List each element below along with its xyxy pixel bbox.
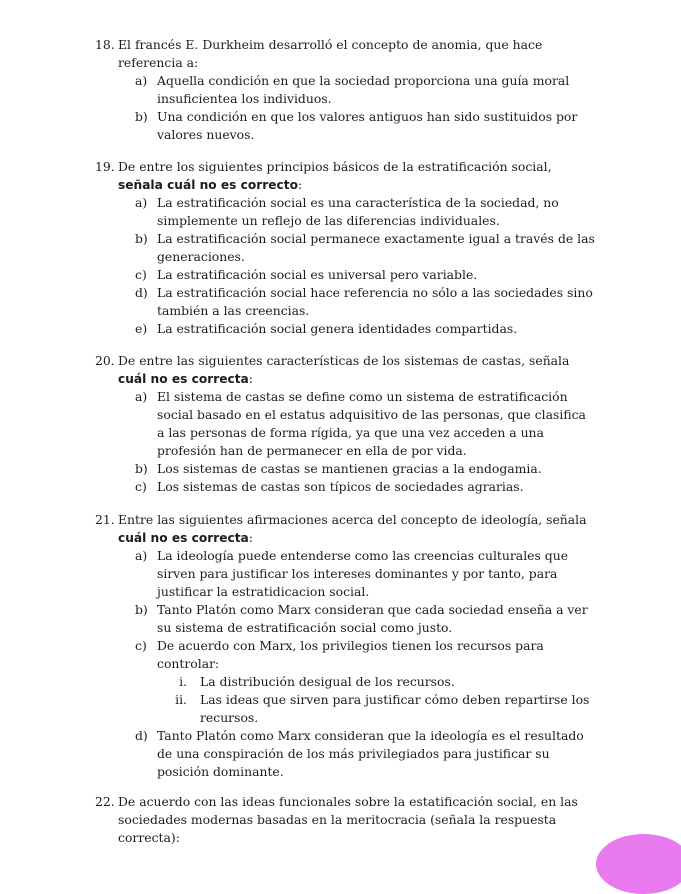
option-text: Los sistemas de castas son típicos de sociedades agrarias. — [157, 479, 524, 494]
option-letter: a) — [135, 548, 148, 563]
pink-corner-shape — [596, 834, 681, 894]
option-letter: d) — [135, 285, 148, 300]
option-b — [95, 601, 595, 637]
option-text: La estratificación social hace referencia no sólo a las sociedades sino también a las creencias. — [157, 285, 593, 318]
options-list — [95, 194, 595, 338]
option-letter: d) — [135, 728, 148, 743]
subitem-text: Las ideas que sirven para justificar cómo deben repartirse los recursos. — [200, 692, 590, 725]
stem-text: De acuerdo con las ideas funcionales sobre la estatificación social, en las sociedades modernas basadas en la meritocracia (señala la respuesta correcta): — [118, 794, 578, 845]
option-a — [95, 388, 595, 460]
question-number: 20. — [95, 353, 115, 368]
question-21 — [95, 511, 595, 781]
stem-bold: señala cuál no es correcto — [118, 178, 298, 192]
stem-bold: cuál no es correcta — [118, 531, 249, 545]
option-text: Tanto Platón como Marx consideran que cada sociedad enseña a ver su sistema de estratificación social como justo. — [157, 602, 588, 635]
option-letter: c) — [135, 638, 147, 653]
question-stem — [95, 158, 595, 194]
option-text: La estratificación social permanece exactamente igual a través de las generaciones. — [157, 231, 595, 264]
option-letter: c) — [135, 267, 147, 282]
question-20 — [95, 352, 595, 496]
options-list — [95, 547, 595, 781]
option-text: La estratificación social genera identidades compartidas. — [157, 321, 518, 336]
option-a — [95, 72, 595, 108]
options-list — [95, 388, 595, 496]
option-letter: e) — [135, 321, 148, 336]
option-letter: a) — [135, 73, 148, 88]
option-text: Una condición en que los valores antiguos han sido sustituidos por valores nuevos. — [157, 109, 578, 142]
question-stem — [95, 793, 595, 847]
stem-text: El francés E. Durkheim desarrolló el concepto de anomia, que hace referencia a: — [118, 37, 543, 70]
option-text: Los sistemas de castas se mantienen gracias a la endogamia. — [157, 461, 542, 476]
option-letter: b) — [135, 461, 148, 476]
option-d — [95, 727, 595, 781]
question-number: 21. — [95, 512, 115, 527]
question-stem — [95, 36, 595, 72]
question-stem — [95, 352, 595, 388]
stem-text: Entre las siguientes afirmaciones acerca del concepto de ideología, señala — [118, 512, 587, 527]
subitem-number: ii. — [175, 692, 187, 707]
option-text: Aquella condición en que la sociedad proporciona una guía moral insuficientea los individuos. — [157, 73, 570, 106]
stem-bold: cuál no es correcta — [118, 372, 249, 386]
option-text: La estratificación social es una característica de la sociedad, no simplemente un reflejo de las diferencias individuales. — [157, 195, 559, 228]
options-list — [95, 72, 595, 144]
option-e — [95, 320, 595, 338]
option-letter: b) — [135, 231, 148, 246]
option-c — [95, 266, 595, 284]
option-letter: c) — [135, 479, 147, 494]
stem-tail: : — [248, 530, 253, 545]
option-letter: b) — [135, 109, 148, 124]
question-number: 18. — [95, 37, 115, 52]
subitem-text: La distribución desigual de los recursos. — [200, 674, 455, 689]
option-c — [95, 637, 595, 673]
option-a — [95, 194, 595, 230]
option-letter: a) — [135, 389, 148, 404]
option-text: La ideología puede entenderse como las creencias culturales que sirven para justificar los intereses dominantes y por tanto, para justificar la estratidicacion social. — [157, 548, 569, 599]
stem-tail: : — [297, 177, 303, 192]
question-number: 22. — [95, 794, 115, 809]
question-number: 19. — [95, 159, 115, 174]
question-22 — [95, 793, 595, 847]
option-a — [95, 547, 595, 601]
subitem-ii — [95, 691, 595, 727]
option-b — [95, 460, 595, 478]
option-text: De acuerdo con Marx, los privilegios tienen los recursos para controlar: — [157, 638, 544, 671]
option-letter: b) — [135, 602, 148, 617]
option-text: El sistema de castas se define como un sistema de estratificación social basado en el estatus adquisitivo de las personas, que clasifica a las personas de forma rígida, ya que una vez acceden a una profesión han de permanecer en ella de por vida. — [157, 389, 586, 458]
stem-tail: : — [248, 371, 253, 386]
option-d — [95, 284, 595, 320]
question-stem — [95, 511, 595, 547]
option-b — [95, 108, 595, 144]
stem-text: De entre las siguientes características de los sistemas de castas, señala — [118, 353, 570, 368]
option-c — [95, 478, 595, 496]
option-b — [95, 230, 595, 266]
question-19 — [95, 158, 595, 338]
question-18 — [95, 36, 595, 144]
option-letter: a) — [135, 195, 148, 210]
stem-text: De entre los siguientes principios básicos de la estratificación social, — [118, 159, 552, 174]
subitem-number: i. — [179, 674, 187, 689]
option-text: Tanto Platón como Marx consideran que la ideología es el resultado de una conspiración de los más privilegiados para justificar su posición dominante. — [157, 728, 584, 779]
option-text: La estratificación social es universal pero variable. — [157, 267, 478, 282]
subitem-i — [95, 673, 595, 691]
